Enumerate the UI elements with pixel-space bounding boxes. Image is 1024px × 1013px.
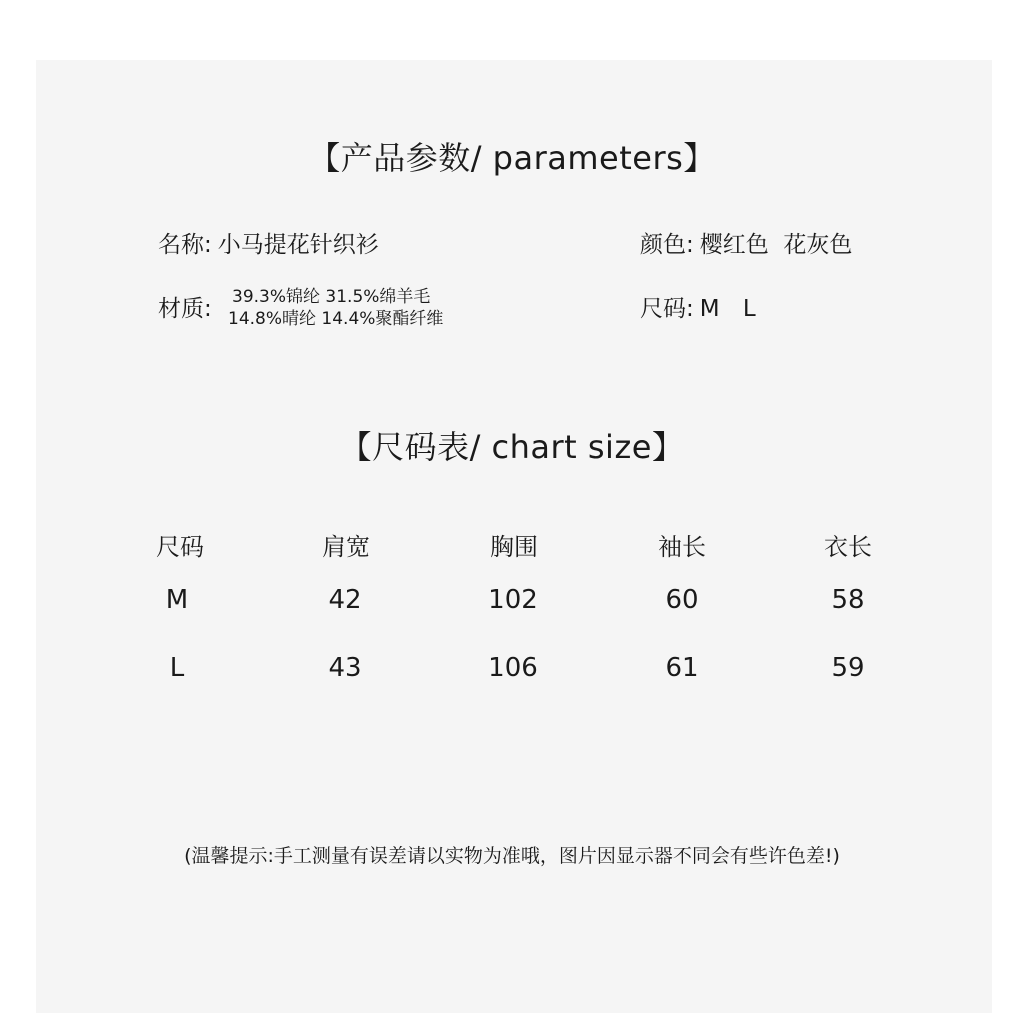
product-name-value: 小马提花针织衫 [217,232,379,258]
color-value: 樱红色 花灰色 [699,232,853,258]
material-value [228,286,444,330]
color-row [640,226,852,259]
color-label: 颜色: [640,232,694,258]
material-line-1: 39.3%锦纶 31.5%绵羊毛 [232,287,431,307]
material-label: 材质: [158,296,212,322]
parameters-title: 【产品参数/ parameters】 [308,139,716,177]
product-name-label: 名称: [158,232,212,258]
header-length: 衣长 [824,533,872,561]
cell-m-chest: 102 [488,585,538,615]
material-line-2: 14.8%晴纶 14.4%聚酯纤维 [228,309,444,329]
cell-l-sleeve: 61 [665,653,699,683]
cell-l-length: 59 [831,653,865,683]
cell-m-size: M [165,585,189,615]
header-chest: 胸围 [490,533,538,561]
product-name-row [158,226,379,259]
cell-l-size: L [169,653,185,683]
cell-m-length: 58 [831,585,865,615]
cell-l-chest: 106 [488,653,538,683]
header-size: 尺码 [156,533,204,561]
size-value: M L [699,296,764,322]
size-row [640,290,764,323]
header-sleeve: 袖长 [658,533,706,561]
cell-m-sleeve: 60 [665,585,699,615]
cell-m-shoulder: 42 [328,585,362,615]
measurement-note: (温馨提示:手工测量有误差请以实物为准哦，图片因显示器不同会有些许色差!) [184,845,840,867]
size-chart-title: 【尺码表/ chart size】 [339,428,685,466]
cell-l-shoulder: 43 [328,653,362,683]
size-label: 尺码: [640,296,694,322]
header-shoulder: 肩宽 [322,533,370,561]
